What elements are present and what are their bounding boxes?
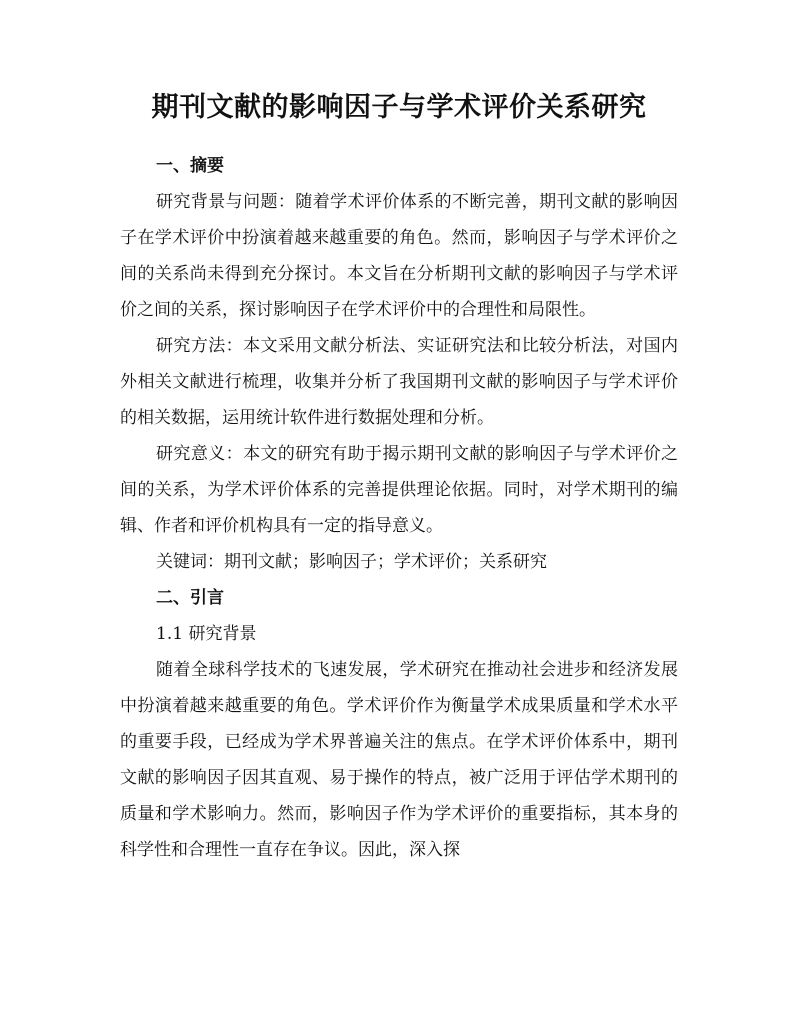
abstract-heading: 一、摘要 [156, 156, 224, 176]
document-title: 期刊文献的影响因子与学术评价关系研究 [151, 92, 647, 123]
introduction-heading: 二、引言 [156, 588, 224, 608]
abstract-paragraph-significance: 研究意义：本文的研究有助于揭示期刊文献的影响因子与学术评价之间的关系，为学术评价体系的完善提供理论依据。同时，对学术期刊的编辑、作者和评价机构具有一定的指导意义。 [120, 444, 678, 536]
research-background-subheading: 1.1 研究背景 [156, 624, 257, 644]
abstract-paragraph-background: 研究背景与问题：随着学术评价体系的不断完善，期刊文献的影响因子在学术评价中扮演着越来越重要的角色。然而，影响因子与学术评价之间的关系尚未得到充分探讨。本文旨在分析期刊文献的影响因子与学术评价之间的关系，探讨影响因子在学术评价中的合理性和局限性。 [120, 192, 678, 320]
introduction-paragraph: 随着全球科学技术的飞速发展，学术研究在推动社会进步和经济发展中扮演着越来越重要的角色。学术评价作为衡量学术成果质量和学术水平的重要手段，已经成为学术界普遍关注的焦点。在学术评价体系中，期刊文献的影响因子因其直观、易于操作的特点，被广泛用于评估学术期刊的质量和学术影响力。然而，影响因子作为学术评价的重要指标，其本身的科学性和合理性一直存在争议。因此，深入探 [120, 660, 678, 860]
keywords-line: 关键词：期刊文献；影响因子；学术评价；关系研究 [156, 552, 547, 572]
abstract-paragraph-methods: 研究方法：本文采用文献分析法、实证研究法和比较分析法，对国内外相关文献进行梳理，收集并分析了我国期刊文献的影响因子与学术评价的相关数据，运用统计软件进行数据处理和分析。 [120, 336, 678, 428]
